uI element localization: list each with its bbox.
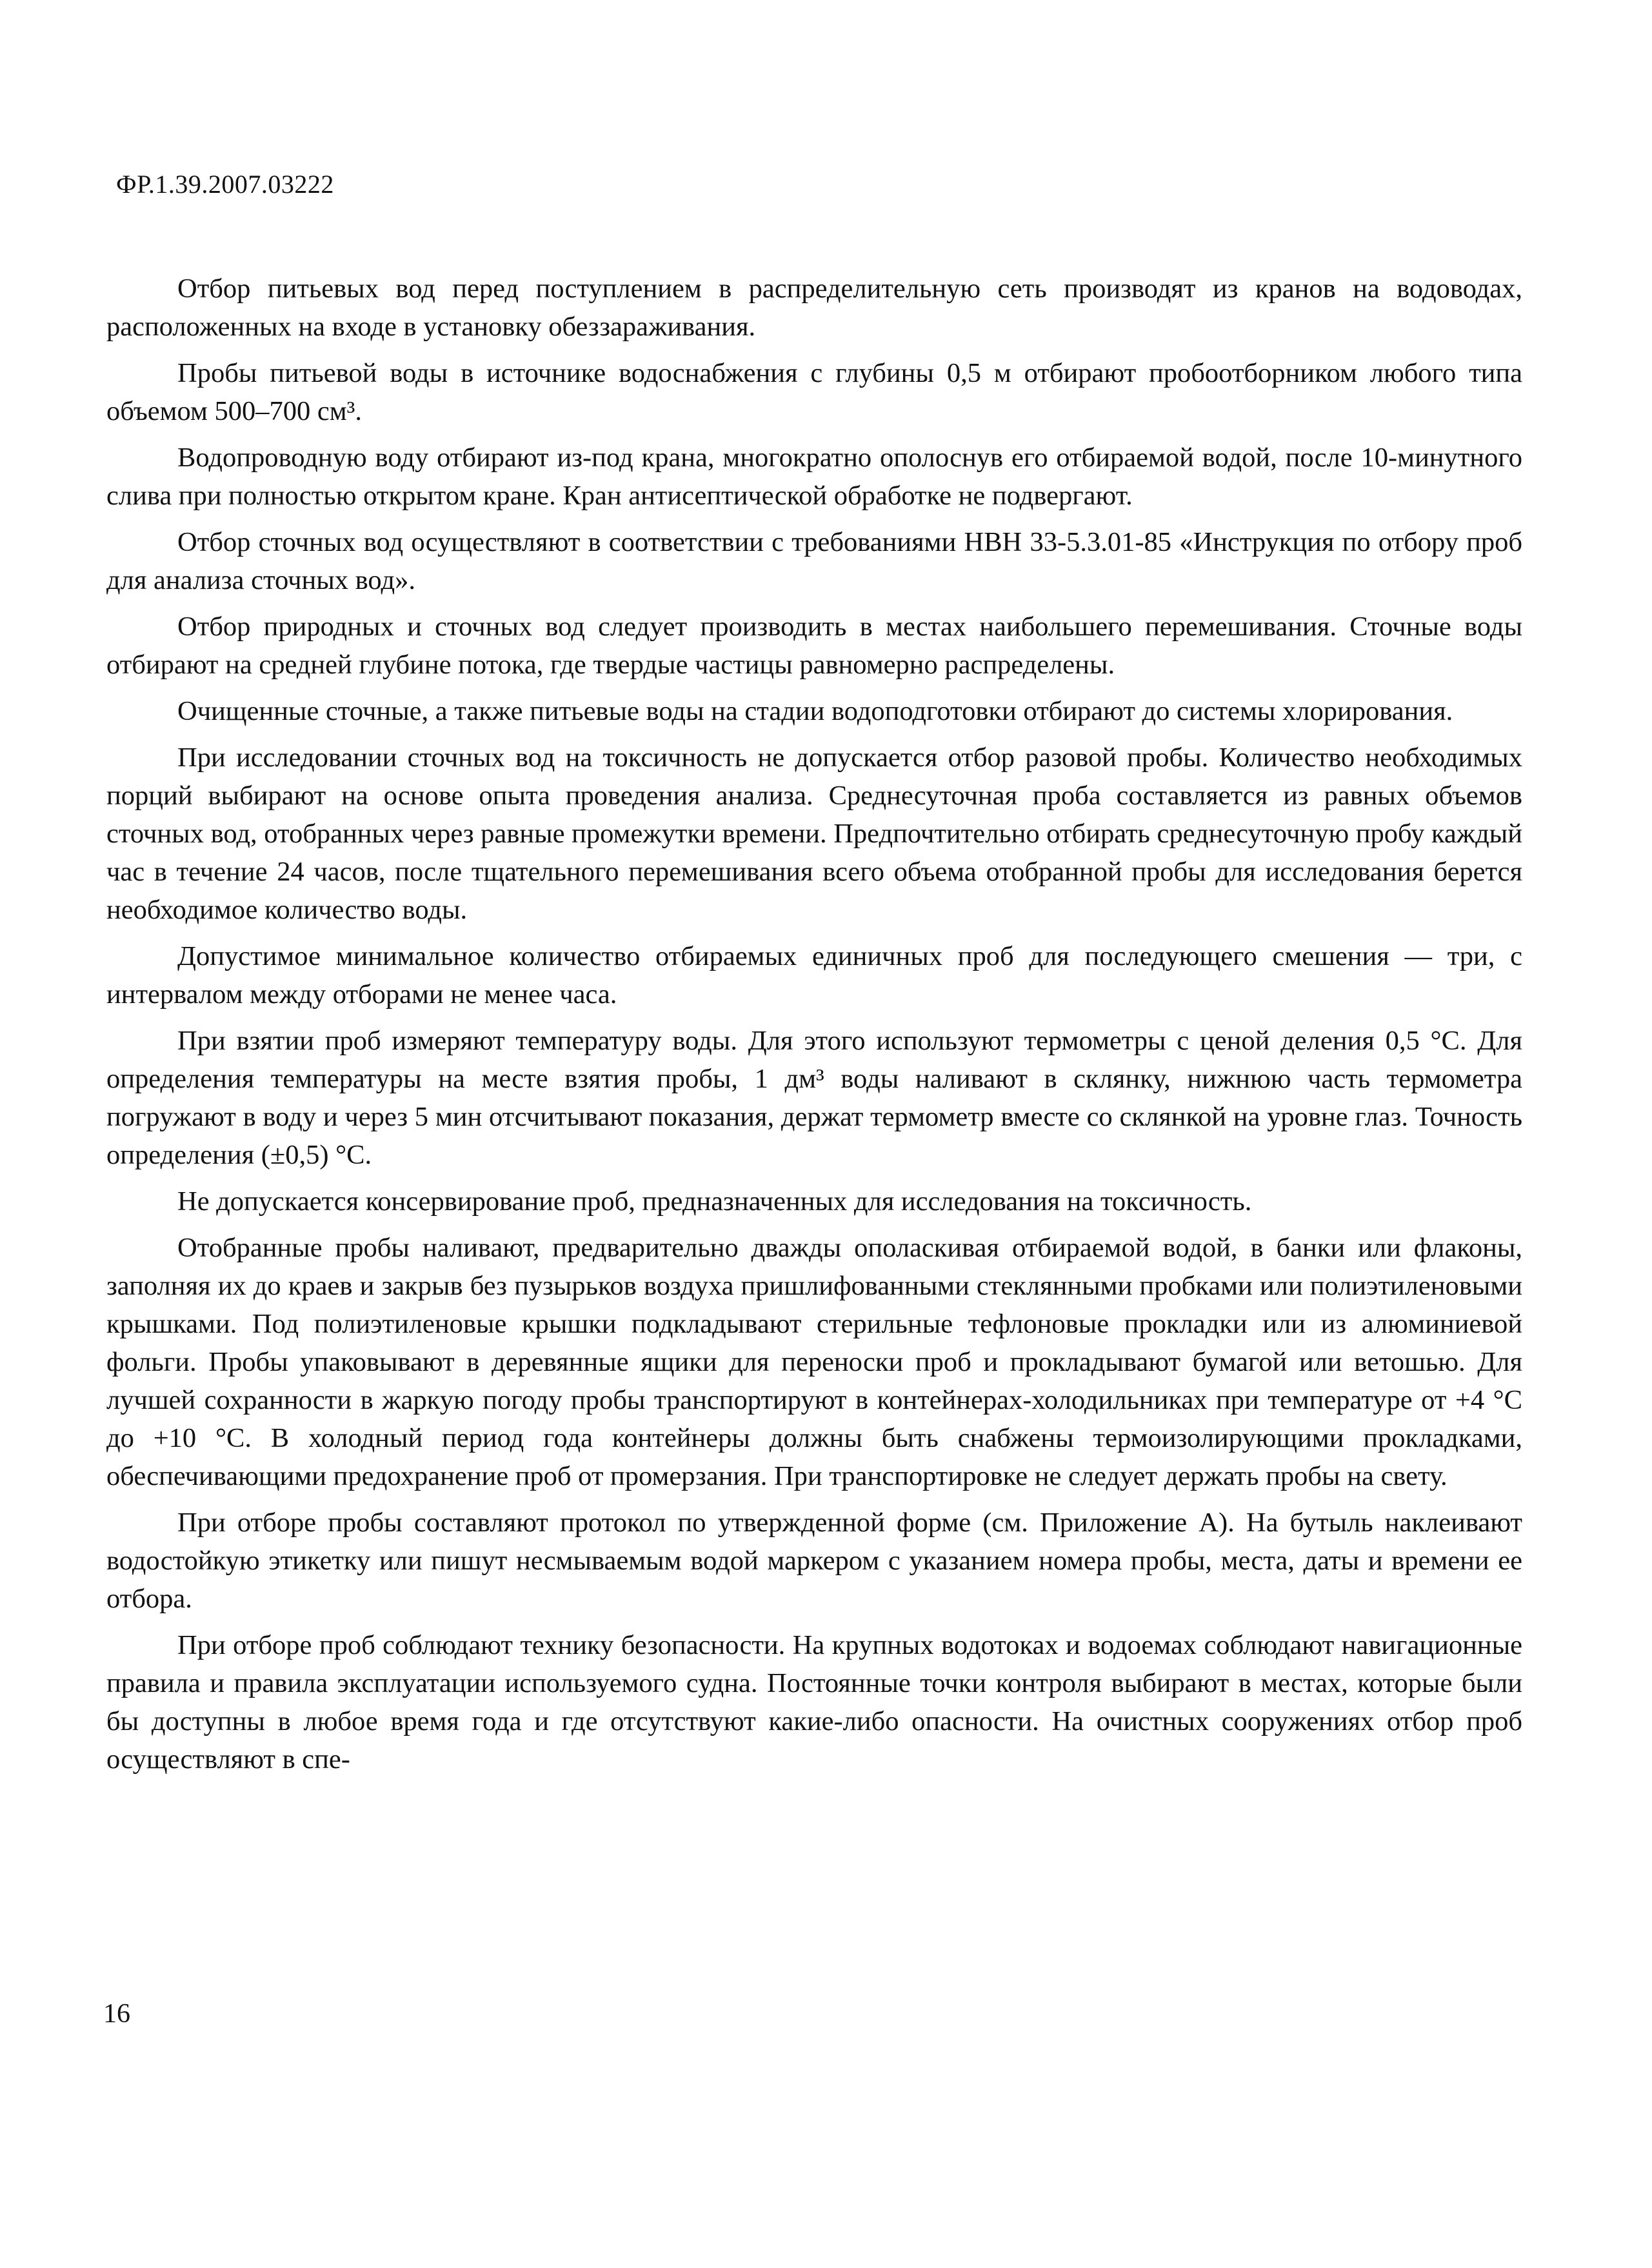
paragraph: Водопроводную воду отбирают из-под крана, многократно ополоснув его отбираемой водой, после 10-минутного слива при полностью открытом кране. Кран антисептической обработке не подвергают. — [106, 443, 1522, 511]
paragraph: Отбор природных и сточных вод следует производить в местах наибольшего перемешивания. Сточные воды отбирают на средней глубине потока, где твердые частицы равномерно распределены. — [106, 612, 1522, 680]
paragraph: При взятии проб измеряют температуру воды. Для этого используют термометры с ценой деления 0,5 °С. Для определения температуры на месте взятия пробы, 1 дм³ воды наливают в склянку, нижнюю часть термометра погружают в воду и через 5 мин отсчитывают показания, держат термометр вместе со склянкой на уровне глаз. Точность определения (±0,5) °С. — [106, 1026, 1522, 1170]
paragraph: Допустимое минимальное количество отбираемых единичных проб для последующего смешения — три, с интервалом между отборами не менее часа. — [106, 941, 1522, 1010]
paragraph: Отобранные пробы наливают, предварительно дважды ополаскивая отбираемой водой, в банки или флаконы, заполняя их до краев и закрыв без пузырьков воздуха пришлифованными стеклянными пробками или полиэтиленовыми крышками. Под полиэтиленовые крышки подкладывают стерильные тефлоновые прокладки или из алюминиевой фольги. Пробы упаковывают в деревянные ящики для переноски проб и прокладывают бумагой или ветошью. Для лучшей сохранности в жаркую погоду пробы транспортируют в контейнерах-холодильниках при температуре от +4 °С до +10 °С. В холодный период года контейнеры должны быть снабжены термоизолирующими прокладками, обеспечивающими предохранение проб от промерзания. При транспортировке не следует держать пробы на свету. — [106, 1233, 1522, 1491]
paragraph: При исследовании сточных вод на токсичность не допускается отбор разовой пробы. Количество необходимых порций выбирают на основе опыта проведения анализа. Среднесуточная проба составляется из равных объемов сточных вод, отобранных через равные промежутки времени. Предпочтительно отбирать среднесуточную пробу каждый час в течение 24 часов, после тщательного перемешивания всего объема отобранной пробы для исследования берется необходимое количество воды. — [106, 742, 1522, 925]
document-body — [106, 270, 1522, 1787]
paragraph: Отбор питьевых вод перед поступлением в распределительную сеть производят из кранов на водоводах, расположенных на входе в установку обеззараживания. — [106, 274, 1522, 342]
page-number: 16 — [103, 1999, 130, 2029]
document-code-header: ФР.1.39.2007.03222 — [116, 170, 334, 199]
paragraph: Отбор сточных вод осуществляют в соответствии с требованиями НВН 33-5.3.01-85 «Инструкция по отбору проб для анализа сточных вод». — [106, 527, 1522, 595]
paragraph: Очищенные сточные, а также питьевые воды на стадии водоподготовки отбирают до системы хлорирования. — [177, 696, 1453, 726]
paragraph: Не допускается консервирование проб, предназначенных для исследования на токсичность. — [177, 1186, 1252, 1217]
paragraph: Пробы питьевой воды в источнике водоснабжения с глубины 0,5 м отбирают пробоотборником любого типа объемом 500–700 см³. — [106, 358, 1522, 426]
paragraph: При отборе пробы составляют протокол по утвержденной форме (см. Приложение А). На бутыль наклеивают водостойкую этикетку или пишут несмываемым водой маркером с указанием номера пробы, места, даты и времени ее отбора. — [106, 1507, 1522, 1614]
paragraph: При отборе проб соблюдают технику безопасности. На крупных водотоках и водоемах соблюдают навигационные правила и правила эксплуатации используемого судна. Постоянные точки контроля выбирают в местах, которые были бы доступны в любое время года и где отсутствуют какие-либо опасности. На очистных сооружениях отбор проб осуществляют в спе- — [106, 1630, 1522, 1775]
